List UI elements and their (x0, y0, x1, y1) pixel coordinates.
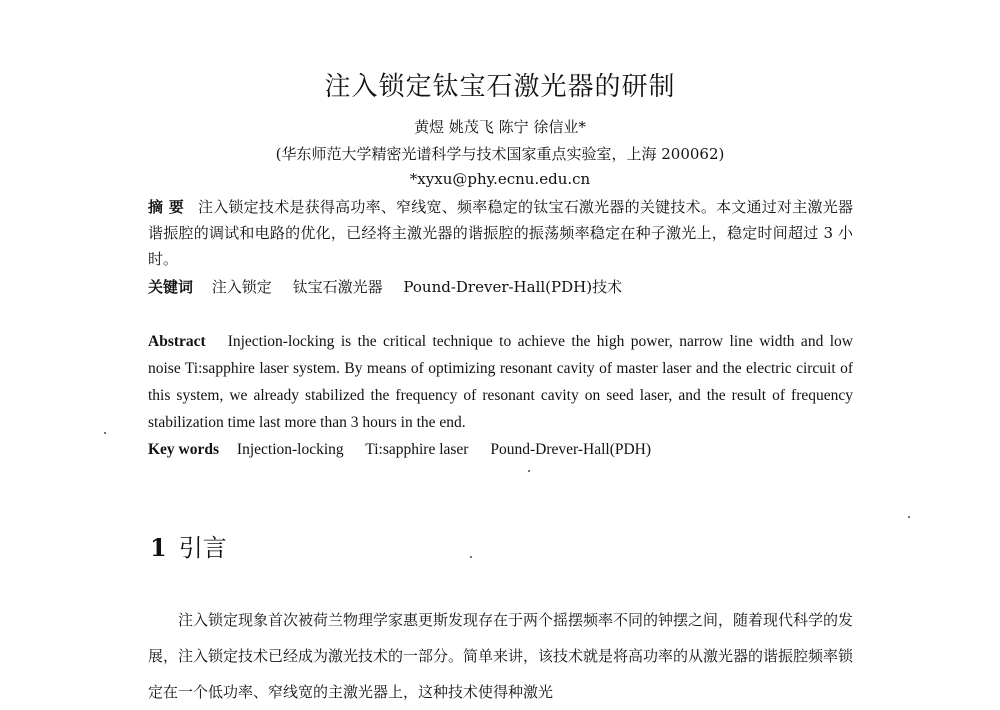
chinese-abstract (148, 194, 853, 272)
english-abstract-label: Abstract (148, 333, 206, 350)
scan-speck (470, 556, 472, 558)
section-heading (150, 528, 227, 563)
scan-speck (528, 470, 530, 472)
chinese-abstract-text: 注入锁定技术是获得高功率、窄线宽、频率稳定的钛宝石激光器的关键技术。本文通过对主激光器谐振腔的调试和电路的优化，已经将主激光器的谐振腔的振荡频率稳定在种子激光上，稳定时间超过 3 小时。 (148, 198, 853, 268)
chinese-keywords-label: 关键词 (148, 278, 194, 296)
section-title: 引言 (178, 534, 227, 562)
english-abstract (148, 328, 853, 436)
english-keyword: Pound-Drever-Hall(PDH) (490, 441, 652, 458)
corresponding-email: *xyxu@phy.ecnu.edu.cn (409, 170, 591, 188)
english-keywords (148, 436, 853, 463)
paper-title: 注入锁定钛宝石激光器的研制 (324, 72, 676, 102)
scan-speck (908, 516, 910, 518)
english-keywords-label: Key words (148, 441, 220, 458)
scan-speck (104, 432, 106, 434)
chinese-keyword: 注入锁定 (211, 278, 272, 296)
chinese-keyword: Pound-Drever-Hall(PDH)技术 (403, 278, 623, 296)
english-keyword: Ti:sapphire laser (365, 441, 469, 458)
author-list: 黄煜 姚茂飞 陈宁 徐信业* (414, 118, 586, 136)
affiliation: (华东师范大学精密光谱科学与技术国家重点实验室，上海 200062) (275, 145, 725, 163)
chinese-keyword: 钛宝石激光器 (292, 278, 383, 296)
english-abstract-text: Injection-locking is the critical technique to achieve the high power, narrow line width and low noise Ti:sapphire laser system. By means of optimizing resonant cavity of master laser and the electric circuit of this system, we already stabilized the frequency of resonant cavity on seed laser, and the result of frequency stabilization time last more than 3 hours in the end. (148, 333, 853, 431)
chinese-keywords (148, 274, 853, 300)
body-paragraph: 注入锁定现象首次被荷兰物理学家惠更斯发现存在于两个摇摆频率不同的钟摆之间，随着现代科学的发展，注入锁定技术已经成为激光技术的一部分。简单来讲，该技术就是将高功率的从激光器的谐振腔频率锁定在一个低功率、窄线宽的主激光器上，这种技术使得种激光 (148, 611, 854, 701)
section-number: 1 (150, 533, 167, 562)
english-keyword: Injection-locking (236, 441, 344, 458)
chinese-abstract-label: 摘 要 (148, 198, 184, 216)
